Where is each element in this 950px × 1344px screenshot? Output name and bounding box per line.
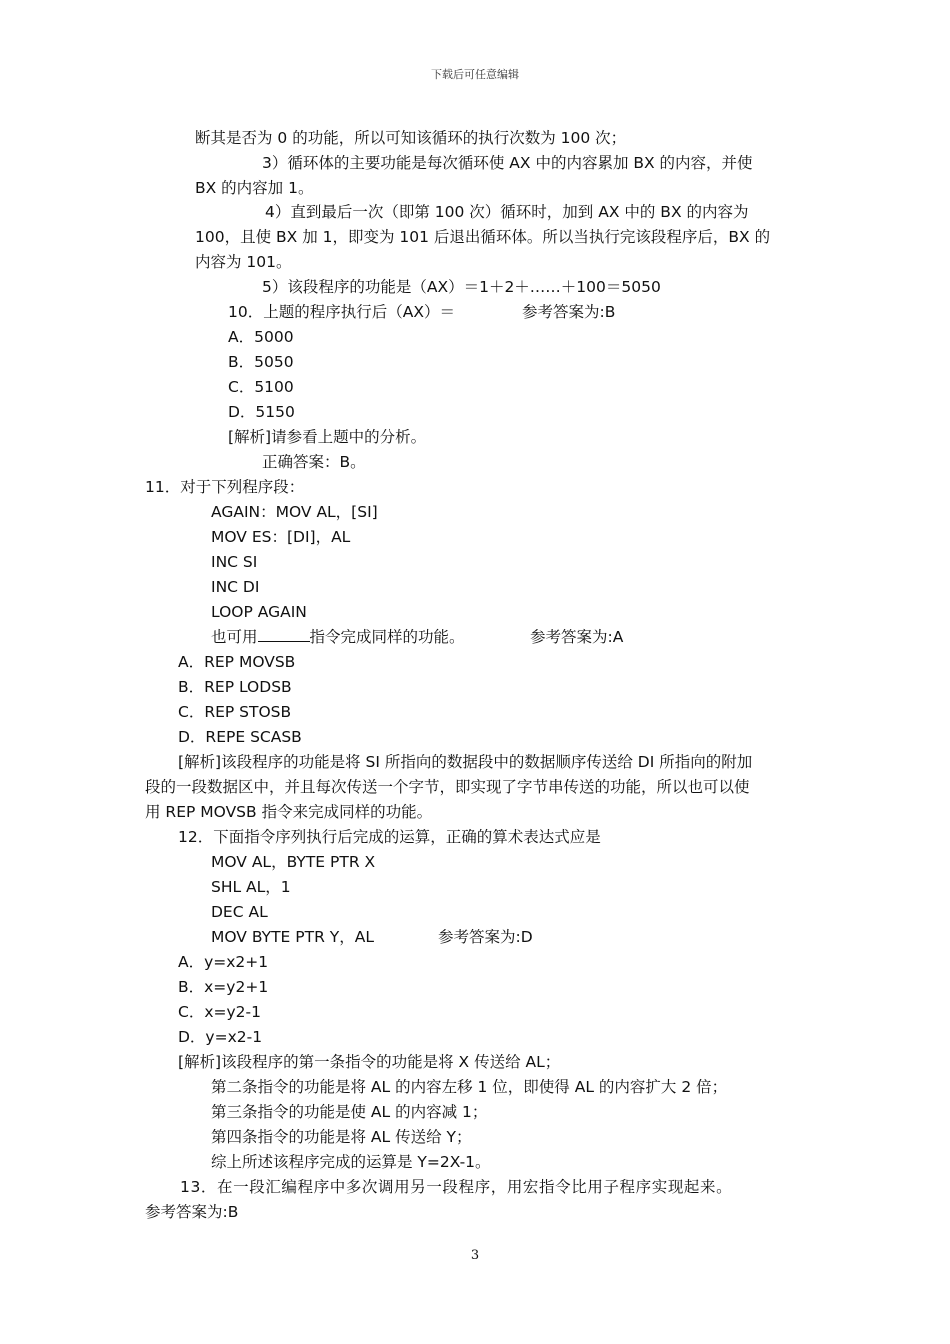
reference-answer: 参考答案为:B [522,303,616,321]
option-d: D．REPE SCASB [178,728,302,746]
option-b: B．5050 [228,353,294,371]
reference-answer: 参考答案为:D [438,928,533,946]
question-10 [228,300,455,325]
correct-answer: 正确答案：B。 [262,453,366,471]
text-line: 5）该段程序的功能是（AX）＝1＋2＋……＋100＝5050 [262,278,661,296]
fill-in-prefix: 也可用 [211,628,258,646]
text-line: 断其是否为 0 的功能，所以可知该循环的执行次数为 100 次； [195,129,627,147]
code-line: MOV BYTE PTR Y，AL [211,928,374,946]
code-line: DEC AL [211,903,268,921]
code-line: INC SI [211,553,258,571]
page-header: 下载后可任意编辑 [431,68,519,81]
option-a: A．y=x2+1 [178,953,269,971]
text-line: 内容为 101。 [195,253,292,271]
question-13: 13．在一段汇编程序中多次调用另一段程序，用宏指令比用子程序实现起来。 [180,1178,733,1196]
option-b: B．x=y2+1 [178,978,269,996]
analysis-text: 综上所述该程序完成的运算是 Y=2X-1。 [211,1153,491,1171]
question-11: 11．对于下列程序段： [145,478,305,496]
question-text: 10．上题的程序执行后（AX）＝ [228,303,455,321]
option-a: A．REP MOVSB [178,653,296,671]
analysis-text: 第四条指令的功能是将 AL 传送给 Y； [211,1128,472,1146]
option-a: A．5000 [228,328,294,346]
code-line: AGAIN：MOV AL，[SI] [211,503,378,521]
analysis-text: [解析]该段程序的功能是将 SI 所指向的数据段中的数据顺序传送给 DI 所指向的附加 [178,753,753,771]
analysis-text: 段的一段数据区中，并且每次传送一个字节，即实现了字节串传送的功能，所以也可以使 [145,778,750,796]
reference-answer: 参考答案为:B [145,1203,239,1221]
code-line: SHL AL，1 [211,878,291,896]
analysis-text: 第二条指令的功能是将 AL 的内容左移 1 位，即使得 AL 的内容扩大 2 倍； [211,1078,728,1096]
analysis-text: 第三条指令的功能是使 AL 的内容减 1； [211,1103,488,1121]
code-line: LOOP AGAIN [211,603,307,621]
option-c: C．5100 [228,378,294,396]
fill-in-suffix: 指令完成同样的功能。 [309,628,465,646]
option-d: D．y=x2-1 [178,1028,263,1046]
text-line: 3）循环体的主要功能是每次循环使 AX 中的内容累加 BX 的内容，并使 [262,154,753,172]
analysis-text: [解析]请参看上题中的分析。 [228,428,427,446]
option-b: B．REP LODSB [178,678,292,696]
reference-answer: 参考答案为:A [530,628,624,646]
analysis-text: 用 REP MOVSB 指令来完成同样的功能。 [145,803,433,821]
fill-in-line [211,625,465,650]
text-line: 4）直到最后一次（即第 100 次）循环时，加到 AX 中的 BX 的内容为 [265,203,749,221]
code-line: MOV ES：[DI]，AL [211,528,351,546]
code-line: MOV AL，BYTE PTR X [211,853,376,871]
option-d: D．5150 [228,403,295,421]
text-line: BX 的内容加 1。 [195,179,314,197]
code-line: INC DI [211,578,260,596]
page-number: 3 [470,1248,480,1263]
question-12: 12．下面指令序列执行后完成的运算，正确的算术表达式应是 [178,828,601,846]
option-c: C．REP STOSB [178,703,292,721]
option-c: C．x=y2-1 [178,1003,261,1021]
analysis-text: [解析]该段程序的第一条指令的功能是将 X 传送给 AL； [178,1053,561,1071]
text-line: 100，且使 BX 加 1，即变为 101 后退出循环体。所以当执行完该段程序后，BX 的 [195,228,771,246]
answer-blank [258,625,310,642]
